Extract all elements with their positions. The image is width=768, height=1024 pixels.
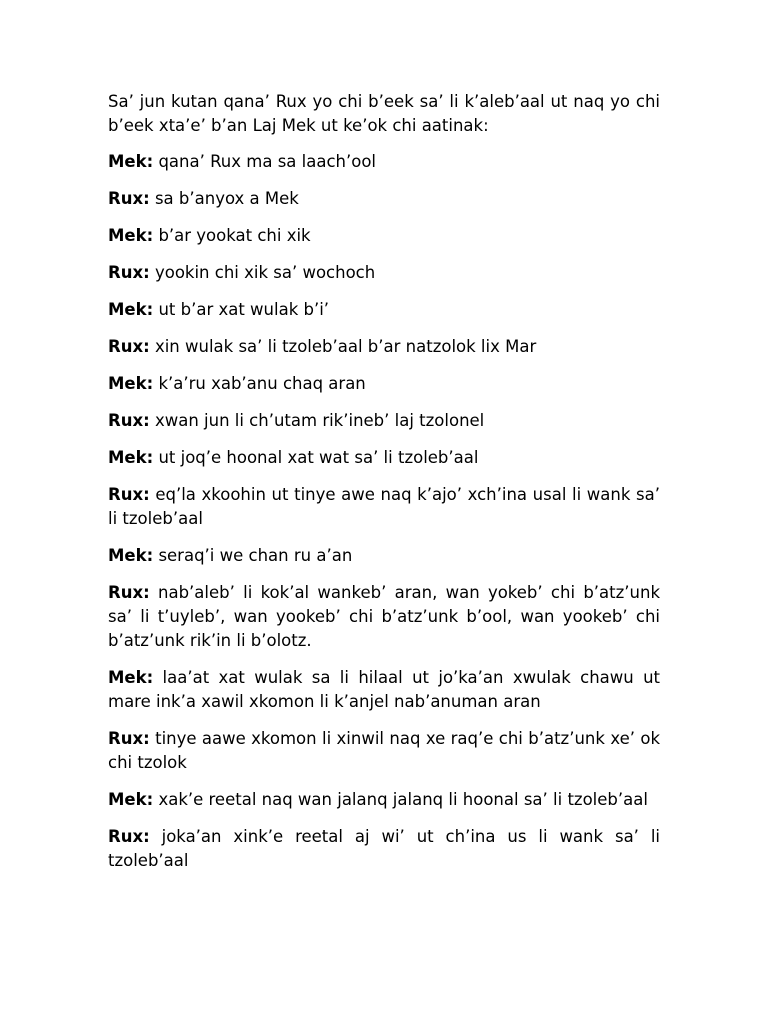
dialogue-text: k’a’ru xab’anu chaq aran xyxy=(158,374,366,393)
dialogue-line xyxy=(108,544,660,568)
speaker-label: Mek: xyxy=(108,374,154,393)
dialogue-text: tinye aawe xkomon li xinwil naq xe raq’e chi b’atz’unk xe’ ok chi tzolok xyxy=(108,729,660,772)
dialogue-line xyxy=(108,261,660,285)
dialogue-text: yookin chi xik sa’ wochoch xyxy=(154,263,376,282)
dialogue-text: xwan jun li ch’utam rik’ineb’ laj tzolonel xyxy=(154,411,485,430)
dialogue-text: b’ar yookat chi xik xyxy=(158,226,311,245)
dialogue-text: nab’aleb’ li kok’al wankeb’ aran, wan yokeb’ chi b’atz’unk sa’ li t’uyleb’, wan yookeb’ chi b’atz’unk b’ool, wan yookeb’ chi b’atz’unk rik’in li b’olotz. xyxy=(108,583,660,650)
dialogue-text: eq’la xkoohin ut tinye awe naq k’ajo’ xch’ina usal li wank sa’ li tzoleb’aal xyxy=(108,485,660,528)
speaker-label: Mek: xyxy=(108,546,154,565)
speaker-label: Rux: xyxy=(108,411,150,430)
dialogue-line xyxy=(108,409,660,433)
dialogue-line xyxy=(108,788,660,812)
speaker-label: Rux: xyxy=(108,583,150,602)
dialogue-text: joka’an xink’e reetal aj wi’ ut ch’ina us li wank sa’ li tzoleb’aal xyxy=(108,827,661,870)
speaker-label: Rux: xyxy=(108,827,150,846)
speaker-label: Rux: xyxy=(108,263,150,282)
dialogue-line xyxy=(108,187,660,211)
speaker-label: Rux: xyxy=(108,337,150,356)
dialogue-line xyxy=(108,825,660,873)
dialogue-line xyxy=(108,372,660,396)
speaker-label: Rux: xyxy=(108,485,150,504)
dialogue-text: qana’ Rux ma sa laach’ool xyxy=(158,152,377,171)
dialogue-line xyxy=(108,666,660,714)
dialogue-line xyxy=(108,298,660,322)
intro-paragraph: Sa’ jun kutan qana’ Rux yo chi b’eek sa’ li k’aleb’aal ut naq yo chi b’eek xta’e’ b’an Laj Mek ut ke’ok chi aatinak: xyxy=(108,92,660,135)
document-page xyxy=(108,90,660,886)
dialogue-text: seraq’i we chan ru a’an xyxy=(158,546,353,565)
speaker-label: Mek: xyxy=(108,300,154,319)
dialogue-line xyxy=(108,727,660,775)
speaker-label: Mek: xyxy=(108,790,154,809)
dialogue-line xyxy=(108,581,660,653)
dialogue-line xyxy=(108,335,660,359)
speaker-label: Mek: xyxy=(108,448,154,467)
speaker-label: Mek: xyxy=(108,152,154,171)
dialogue-text: sa b’anyox a Mek xyxy=(154,189,299,208)
dialogue-text: xin wulak sa’ li tzoleb’aal b’ar natzolok lix Mar xyxy=(154,337,537,356)
speaker-label: Mek: xyxy=(108,226,154,245)
speaker-label: Mek: xyxy=(108,668,154,687)
dialogue-line xyxy=(108,224,660,248)
speaker-label: Rux: xyxy=(108,729,150,748)
dialogue-text: ut joq’e hoonal xat wat sa’ li tzoleb’aal xyxy=(158,448,479,467)
speaker-label: Rux: xyxy=(108,189,150,208)
dialogue-text: laa’at xat wulak sa li hilaal ut jo’ka’an xwulak chawu ut mare ink’a xawil xkomon li k’anjel nab’anuman aran xyxy=(108,668,661,711)
dialogue-line xyxy=(108,150,660,174)
dialogue-text: xak’e reetal naq wan jalanq jalanq li hoonal sa’ li tzoleb’aal xyxy=(158,790,648,809)
dialogue-line xyxy=(108,446,660,470)
dialogue-line xyxy=(108,483,660,531)
dialogue-text: ut b’ar xat wulak b’i’ xyxy=(158,300,330,319)
